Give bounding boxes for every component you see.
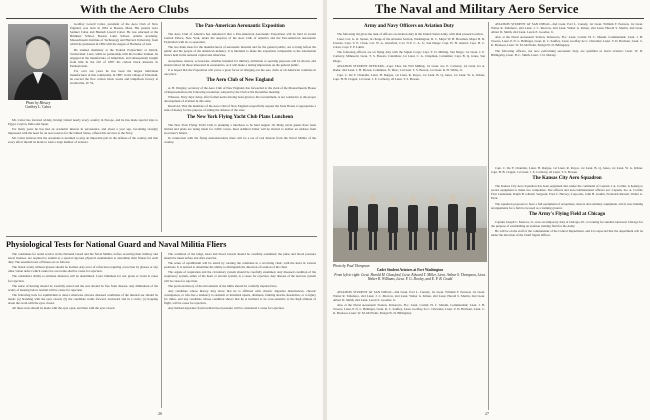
paragraph: All these tests should be made with the eyes open, and then with the eyes closed. — [12, 306, 116, 311]
paragraph: Any candidate whose history may show that he is afflicted with chronic digestive disturbances, chronic constipation, or who has a tendency to stomach or intestinal upsets, dizziness, fainting attacks, headaches, or to injury for times, and any candidate whose condition shows that he is inclined to be over-sensitive to the high altitude of flight, will be cause for rejection. — [164, 288, 316, 306]
column-divider — [161, 252, 162, 408]
page-number-right: 27 — [485, 411, 489, 416]
group-photo — [333, 166, 487, 286]
article-right-col-lower — [491, 166, 643, 410]
article-column-right — [164, 22, 316, 232]
portrait-image — [8, 24, 68, 100]
paragraph: For over ten years he has been the largest individual manufacturer of this commodity. In 1887, in the village of Elizabeth, he erected the first carbon black works and lampblack factory at Grantsville, W. Va. — [70, 69, 158, 86]
right-page — [327, 0, 650, 420]
paragraph: The candidates for aerial service in the National Guard and the Naval Militia, before receiving their military and naval licenses, are required to submit to a special rigorous physical examination to determine their fitness for such duty. The essential tests of fitness are as follows: — [8, 252, 158, 265]
paragraph: The two main ideas for the manufacturers of aeronautic material and for the general public, are to bring before the public and the people of the American industry. It is intended to make the exposition comparable to the automobile shows held in the national capital and otherwise. — [164, 45, 316, 58]
paragraph: The visual acuity without glasses should be normal. Any error of refraction requiring correction by glasses or any other vision defect which cannot be overcome shall be cause for rejection. — [8, 265, 158, 274]
article-title-pan-american: The Pan-American Aeronautic Exposition — [195, 24, 285, 29]
paragraph: Godfrey Lowell Cabot, president of the Aero Club of New England, was born in 1861 at Boston, Mass. His parents were Samuel Cabot and Hannah Lowell Cabot. He was educated at the Brimmer School, Boston Latin School, Adams Academy, Massachusetts Institute of Technology and Harvard University, from which he graduated in 1882 with the degree of Bachelor of Arts. — [70, 22, 158, 47]
left-page — [0, 0, 323, 420]
photo-caption-names: From left to right: Lieut. Harold M. Glassford, Lieut. Edward T. Miller, Lieut. Arthur S. Thompson, Lieut. Walter R. Williams, Lieut. F. G. Dooley, and E. F. B. Gould — [334, 272, 486, 281]
paragraph: Capt. C. De F. Chandler, Lieut. H. Dargue, 1st Lieut. R. Royce, 1st Lieut. B. Q. Jones, 1st Lieut. W. G. Kilner, Capt. H. B. Clagett, 1st Lieut. J. E. Carberry, 2d Lieut. T. S. Bowen. — [491, 166, 643, 175]
paragraph: Any marked departure from normal blood pressure will be considered a cause for rejection. — [168, 306, 285, 311]
paragraph: The following tests for equilibrium to detect otherwise obscure diseased conditions of the internal ear should be made: (a) Standing with the eyes closed; (b) the candidate walks forward, backward and in a circle; (c) hopping about the room with the eyes closed. — [8, 292, 158, 306]
article-title-new-england: The Aero Club of New England — [206, 77, 274, 83]
paragraph: It is hoped that the Exposition will prove a great factor in bringing out the aero clubs of all American countries in one place. — [164, 67, 316, 76]
paragraph: The squadron proposes to have a full equipment of aeroplanes, motors and auxiliary equipment, and is now making arrangements for a field to be used as a training ground. — [491, 201, 643, 210]
article-title-flying-yacht: The New York Flying Yacht Club Plans Luncheon — [186, 114, 294, 120]
paragraph: Captain Joseph C. Morrow, Jr., now on temporary duty at Chicago, Ill., is looking for suitable land near Chicago for the purpose of establishing an aviation training field for the Army. — [491, 219, 643, 228]
column-divider — [161, 22, 162, 232]
paragraph: AVIATION STUDENT AT SAN DIEGO—2nd Lieut. Earl L. Canady, 1st Lieut. William F. Pearson, 1st Lieut. Walter R. Taliaferro, 2nd Lieut. J. C. Morrow, 2nd Lieut. Walter G. Kilner, 2nd Lieut. Harold S. Martin, 2nd Lieut. Albert D. Smith, 2nd Lieut. Lewis E. Goodier, Jr. — [491, 22, 643, 35]
paragraph: The condition of the lungs, heart and blood vessels should be carefully examined; the pulse and blood pressure should be taken before and after exercise. — [164, 252, 316, 261]
article-title-army-navy: Army and Navy Officers on Aviation Duty — [364, 24, 454, 29]
paragraph: For many years he has had an academic interest in aeronautics, and about a year ago, becoming strongly impressed with the need for an aero reserve for the United States, offered his services to the Navy. — [8, 127, 158, 136]
paragraph: A. H. Weigley, secretary of the Aero Club of New England, has forwarded to the clerk of the Massachusetts House of Representatives the following resolution, adopted by the Club at the December meeting: — [164, 85, 316, 95]
paragraph: Aeroplanes, motors, accessories, whether intended for military, utilitarian or sporting purposes will be shown, and should attract all those interested in aeronautics, as it will make a lasting impression on the general public. — [164, 58, 316, 67]
paragraph: Also at the Naval Aeronautic Station, Pensacola, Fla.: Lieut. Comdr. H. C. Mustin, Commandant; Lieut. J. H. Towers, Lieut. P. N. L. Bellinger, Lieut. R. C. Saufley, Lieut. Godfrey de C. Chevalier, Lieut. V. D. Herbster, Lieut. C. K. Bronson, Lieut. W. M. McIlvain, Ensign W. D. Billingsley. — [333, 303, 485, 316]
paragraph: The following list gives the rank of officers on aviation duty in the United States Army, with their present location. — [337, 32, 484, 36]
paragraph: The Kansas City Aero Squadron has been organized and, under the command of Captain J. A. Corbin, is hoping to secure equipment to make two companies. The officers and non-commissioned officers are: Captain, Jos. A. Corbin; First Lieutenant, Ralph B. Ghezzi; Sergeant, Fred C. Harvey; Corporals, John H. Grahm, Frederick Russell, Walter G. Peck. — [491, 184, 643, 201]
right-page-title: The Naval and Military Aero Service — [375, 2, 579, 16]
article-physio-col1 — [8, 252, 158, 410]
article-army-navy-col2 — [491, 22, 643, 162]
header-rule — [333, 18, 644, 19]
article-title-flight-chicago: The Army's Flying Field at Chicago — [528, 211, 606, 217]
portrait-name: Godfrey L. Cabot — [25, 105, 51, 110]
right-page-header — [327, 2, 650, 18]
article-army-navy-col1 — [333, 22, 485, 162]
paragraph: He studied chemistry at the Federal Polytechnic at Zurich, Switzerland. Later, while in partnership with his brother Samuel, he engaged in the manufacture of lampblack, and subsequently bought from him in the fall of 1887 his carbon black interests in Pennsylvania. — [70, 47, 158, 68]
section-rule — [6, 236, 317, 237]
paragraph: The Aero Club of America has announced that a Pan-American Aeronautic Exposition will be held in Grand Central Palace, New York, under the auspices of the Aero Club of America and the Pan-American Aeronautic Federation with its co-operation. — [164, 32, 316, 45]
paragraph: AVIATION STUDENT OFFICERS—Capt. Thos. De Witt Milling, 1st Lieut. Jos. E. Carberry, 1st Lieut. Ira A. Rader, 2nd Lieut. J. H. Brown, Columbus, N. Mex.; 1st Lieut. T. S. Bowen, 1st Lieut. R. H. Willis, Jr. — [333, 63, 485, 72]
paragraph: The organs of respiration and the circulatory system should be carefully examined. Any diseased condition of the respiratory system, either of the heart or arterial system, is a cause for rejection. Any disease of the nervous system will be cause for rejection. — [164, 270, 316, 283]
paragraph: Whereas, Sixty days' delay, after formal notice having been given to the Government, is not conducive to the proper development of aviation in this state; — [164, 95, 316, 104]
section-title-physiological: Physiological Tests for National Guard and Naval Militia Fliers — [6, 240, 227, 249]
photo-credit: Photo by Paul Thompson — [333, 264, 370, 268]
paragraph: AVIATION STUDENT AT SAN DIEGO—2nd Lieut. Earl L. Canady, 1st Lieut. William F. Pearson, 1st Lieut. Walter R. Taliaferro, 2nd Lieut. J. C. Morrow, 2nd Lieut. Walter G. Kilner, 2nd Lieut. Harold S. Martin, 2nd Lieut. Albert D. Smith, 2nd Lieut. Lewis E. Goodier, Jr. — [333, 290, 485, 303]
paragraph: The New York Flying Yacht Club is planning a luncheon to be held August 18. Many naval guests have been invited and plans are being made for 2,000 covers. Rear Admiral Usher will be invited to deliver an address from Governor's Island. — [164, 122, 316, 135]
group-photo-image — [333, 166, 487, 262]
paragraph: Mr. Cabot has traveled widely, having visited nearly every country in Europe, and he has made special trips to Egypt, Ceylon, India and Japan. — [8, 118, 158, 127]
page-number-left: 26 — [158, 411, 162, 416]
photo-caption-title: Cadet Student Aviators at Fort Washington — [376, 268, 444, 273]
paragraph: The sense of equilibrium will be tested by rotating the candidate in a revolving chair, with the head in various positions. It is desired to determine the ability to distinguish the direction of rotation of the chair. — [164, 261, 316, 270]
paragraph: Capt. C. De F. Chandler, Lieut. H. Dargue, 1st Lieut. R. Royce, 1st Lieut. B. Q. Jones, 1st Lieut. W. G. Kilner, Capt. H. B. Clagett, 1st Lieut. J. E. Carberry, 2d Lieut. T. S. Bowen. — [333, 72, 485, 81]
paragraph: Also at the Naval Aeronautic Station, Pensacola, Fla.: Lieut. Comdr. H. C. Mustin, Commandant; Lieut. J. H. Towers, Lieut. P. N. L. Bellinger, Lieut. R. C. Saufley, Lieut. Godfrey de C. Chevalier, Lieut. V. D. Herbster, Lieut. C. K. Bronson, Lieut. W. M. McIlvain, Ensign W. D. Billingsley. — [491, 35, 643, 48]
left-page-header — [0, 2, 323, 18]
article-cabot-bio-cont — [8, 118, 158, 218]
article-title-kansas-city: The Kansas City Aero Squadron — [532, 176, 602, 182]
paragraph: The previous history of the movements of the limbs should be carefully inquired into. — [168, 283, 278, 288]
paragraph: In connection with the flying demonstrations there will be a tea of real interest from the Naval Militia of the country. — [164, 135, 316, 144]
paragraph: The following officers are on flying duty with the Signal Corps: Capt. T. D. Milling, San Diego; 1st Lieut. J. E. Carberry, Minneola; Lieut. T. S. Bowen, Columbus; 1st Lieut. C. G. Chapman, Columbus; Capt. B. Q. Jones, San Diego. — [333, 50, 485, 63]
paragraph: He will be on the staff of the commandant of the Central Department, and it is expected that the department will be under the direction of the Chief Signal Officer. — [491, 228, 643, 238]
paragraph: Lieut. Col. G. O. Squier, in charge of the Aviation Section, Washington, D. C. Major W. H. Bowman, Major B. D. Foulois, Capt. V. E. Clark, Col. W. A. Glassford, C.O. N.Y. C. A. S.; San Diego: Capt. H. H. Arnold, Capt. H. C. Carter, Capt. F. P. Lahm. — [333, 37, 485, 50]
article-army-navy-col1-cont — [333, 290, 485, 410]
article-physio-col2 — [164, 252, 316, 410]
header-rule — [6, 18, 317, 19]
portrait-credit: Photo by Blessey — [25, 101, 51, 105]
paragraph: The following officers, not now performing aeronautic duty, are qualified as naval aviators: Lieut. W. D. Billingsley, Lieut. B. L. Smith, Lieut. J. D. Murray. — [491, 48, 643, 57]
paragraph: The candidate's ability to estimate distances will be determined. Color blindness for red, green or violet is cause for rejection. — [8, 274, 158, 283]
paragraph: Resolved, That the members of the Aero Club of New England respectfully request the State House to appropriate a sum of money for the purpose of aiding the defense of the state. — [164, 104, 316, 113]
paragraph: Mr. Cabot believes that the aeroplane is destined to play an important part in the defense of the country and that every effort should be made to train a large number of aviators. — [8, 136, 158, 145]
column-divider — [488, 22, 489, 410]
portrait-photo — [8, 24, 68, 110]
paragraph: The sense of hearing should be carefully tested and the ears should be free from disease. Any diminution of the acuity of hearing below normal will be cause for rejection. — [8, 283, 158, 292]
left-page-title: With the Aero Clubs — [80, 2, 190, 16]
